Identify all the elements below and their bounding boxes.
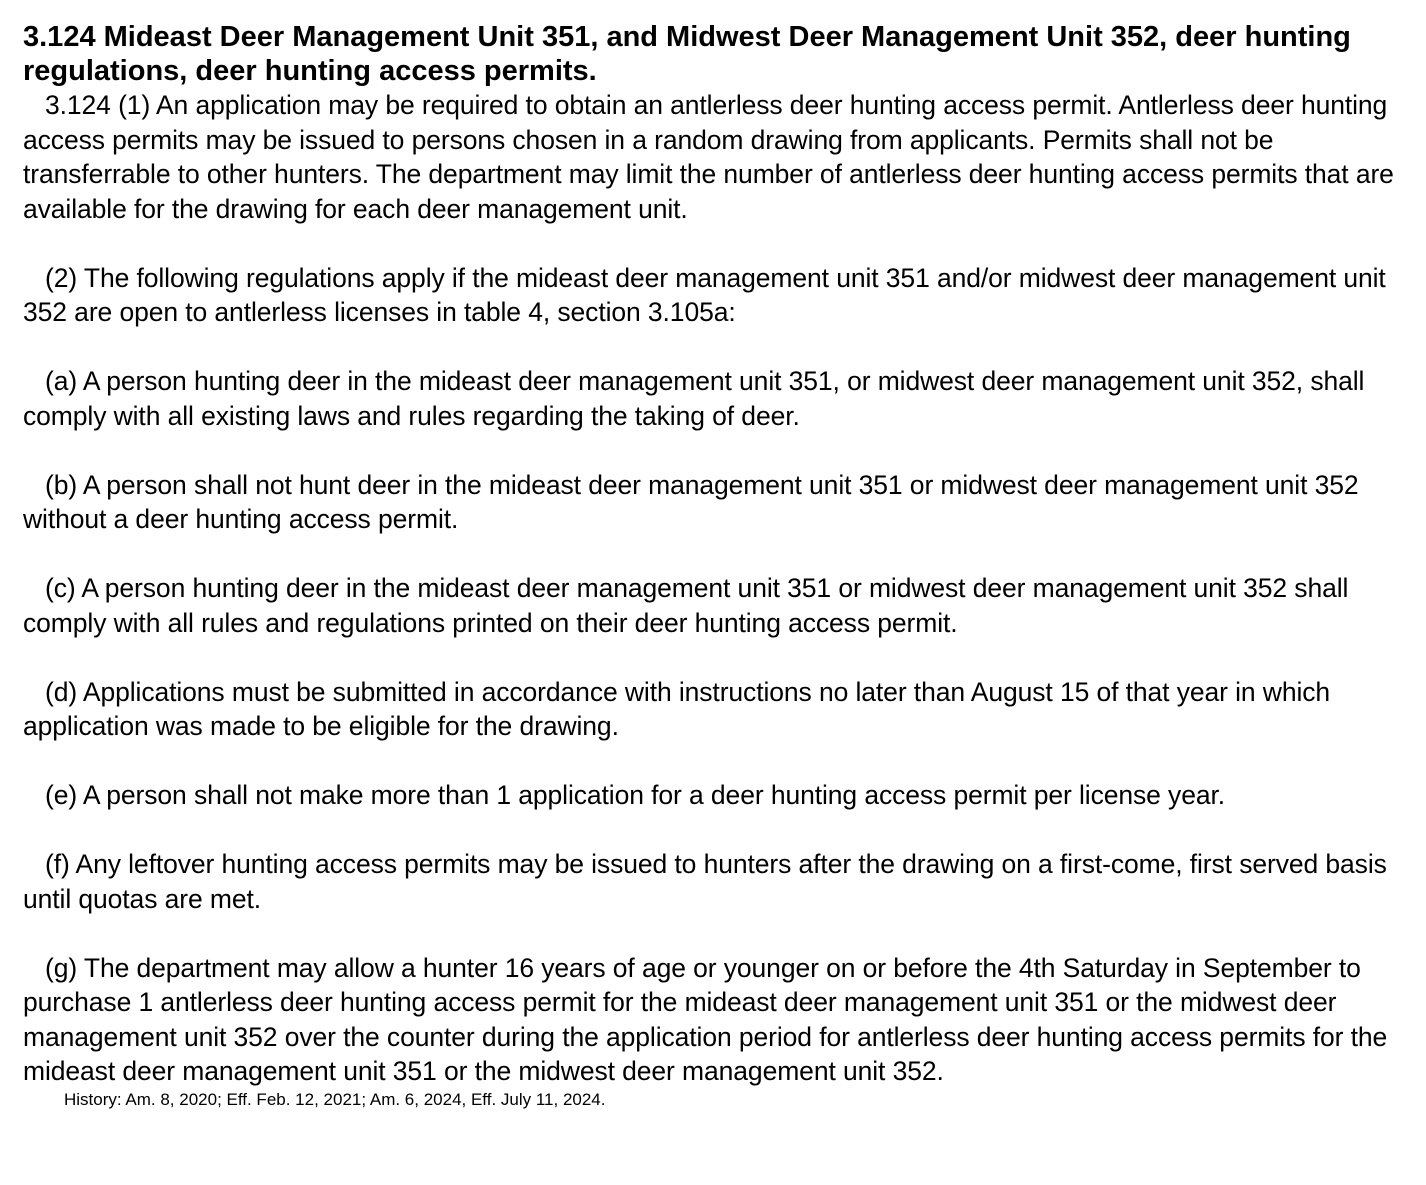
paragraph-text: (g) The department may allow a hunter 16 years of age or younger on or before the 4th Saturday in September to purchase 1 antlerless deer hunting access permit for the mideast deer management unit 351 or the midwest deer management unit 352 over the counter during the application period for antlerless deer hunting access permits for the mideast deer management unit 351 or the midwest deer management unit 352.: [23, 952, 1388, 1086]
paragraph-2: [23, 261, 1423, 330]
paragraph-gap: [23, 813, 1423, 848]
history-note: History: Am. 8, 2020; Eff. Feb. 12, 2021; Am. 6, 2024, Eff. July 11, 2024.: [64, 1089, 606, 1109]
paragraph-gap: [23, 640, 1423, 675]
paragraph-text: (b) A person shall not hunt deer in the mideast deer management unit 351 or midwest deer management unit 352 without a deer hunting access permit.: [23, 469, 1359, 534]
paragraph-text: (d) Applications must be submitted in accordance with instructions no later than August 15 of that year in which application was made to be eligible for the drawing.: [23, 676, 1331, 741]
paragraph-a: [23, 364, 1423, 433]
paragraph-text: (a) A person hunting deer in the mideast deer management unit 351, or midwest deer management unit 352, shall comply with all existing laws and rules regarding the taking of deer.: [23, 366, 1365, 431]
paragraph-b: [23, 468, 1423, 537]
paragraph-1: [23, 88, 1423, 226]
paragraph-gap: [23, 744, 1423, 779]
section-title: 3.124 Mideast Deer Management Unit 351, and Midwest Deer Management Unit 352, deer hunting regulations, deer hunting access permits.: [23, 21, 1351, 87]
paragraph-gap: [23, 537, 1423, 572]
paragraph-gap: [23, 226, 1423, 261]
paragraph-d: [23, 675, 1423, 744]
paragraph-c: [23, 571, 1423, 640]
paragraph-f: [23, 847, 1423, 916]
paragraph-g: [23, 951, 1423, 1089]
paragraph-text: 3.124 (1) An application may be required to obtain an antlerless deer hunting access permit. Antlerless deer hunting access permits may be issued to persons chosen in a random drawing from applicants. Permits shall not be transferrable to other hunters. The department may limit the number of antlerless deer hunting access permits that are available for the drawing for each deer management unit.: [23, 90, 1394, 224]
paragraph-text: (e) A person shall not make more than 1 application for a deer hunting access permit per license year.: [45, 780, 1226, 810]
paragraph-text: (2) The following regulations apply if the mideast deer management unit 351 and/or midwest deer management unit 352 are open to antlerless licenses in table 4, section 3.105a:: [23, 262, 1386, 327]
paragraph-e: [23, 778, 1423, 813]
paragraph-gap: [23, 330, 1423, 365]
paragraph-text: (c) A person hunting deer in the mideast deer management unit 351 or midwest deer management unit 352 shall comply with all rules and regulations printed on their deer hunting access permit.: [23, 573, 1349, 638]
document-body: [23, 20, 1423, 1111]
paragraph-gap: [23, 433, 1423, 468]
paragraph-text: (f) Any leftover hunting access permits may be issued to hunters after the drawing on a first-come, first served basis until quotas are met.: [23, 849, 1387, 914]
paragraph-gap: [23, 916, 1423, 951]
